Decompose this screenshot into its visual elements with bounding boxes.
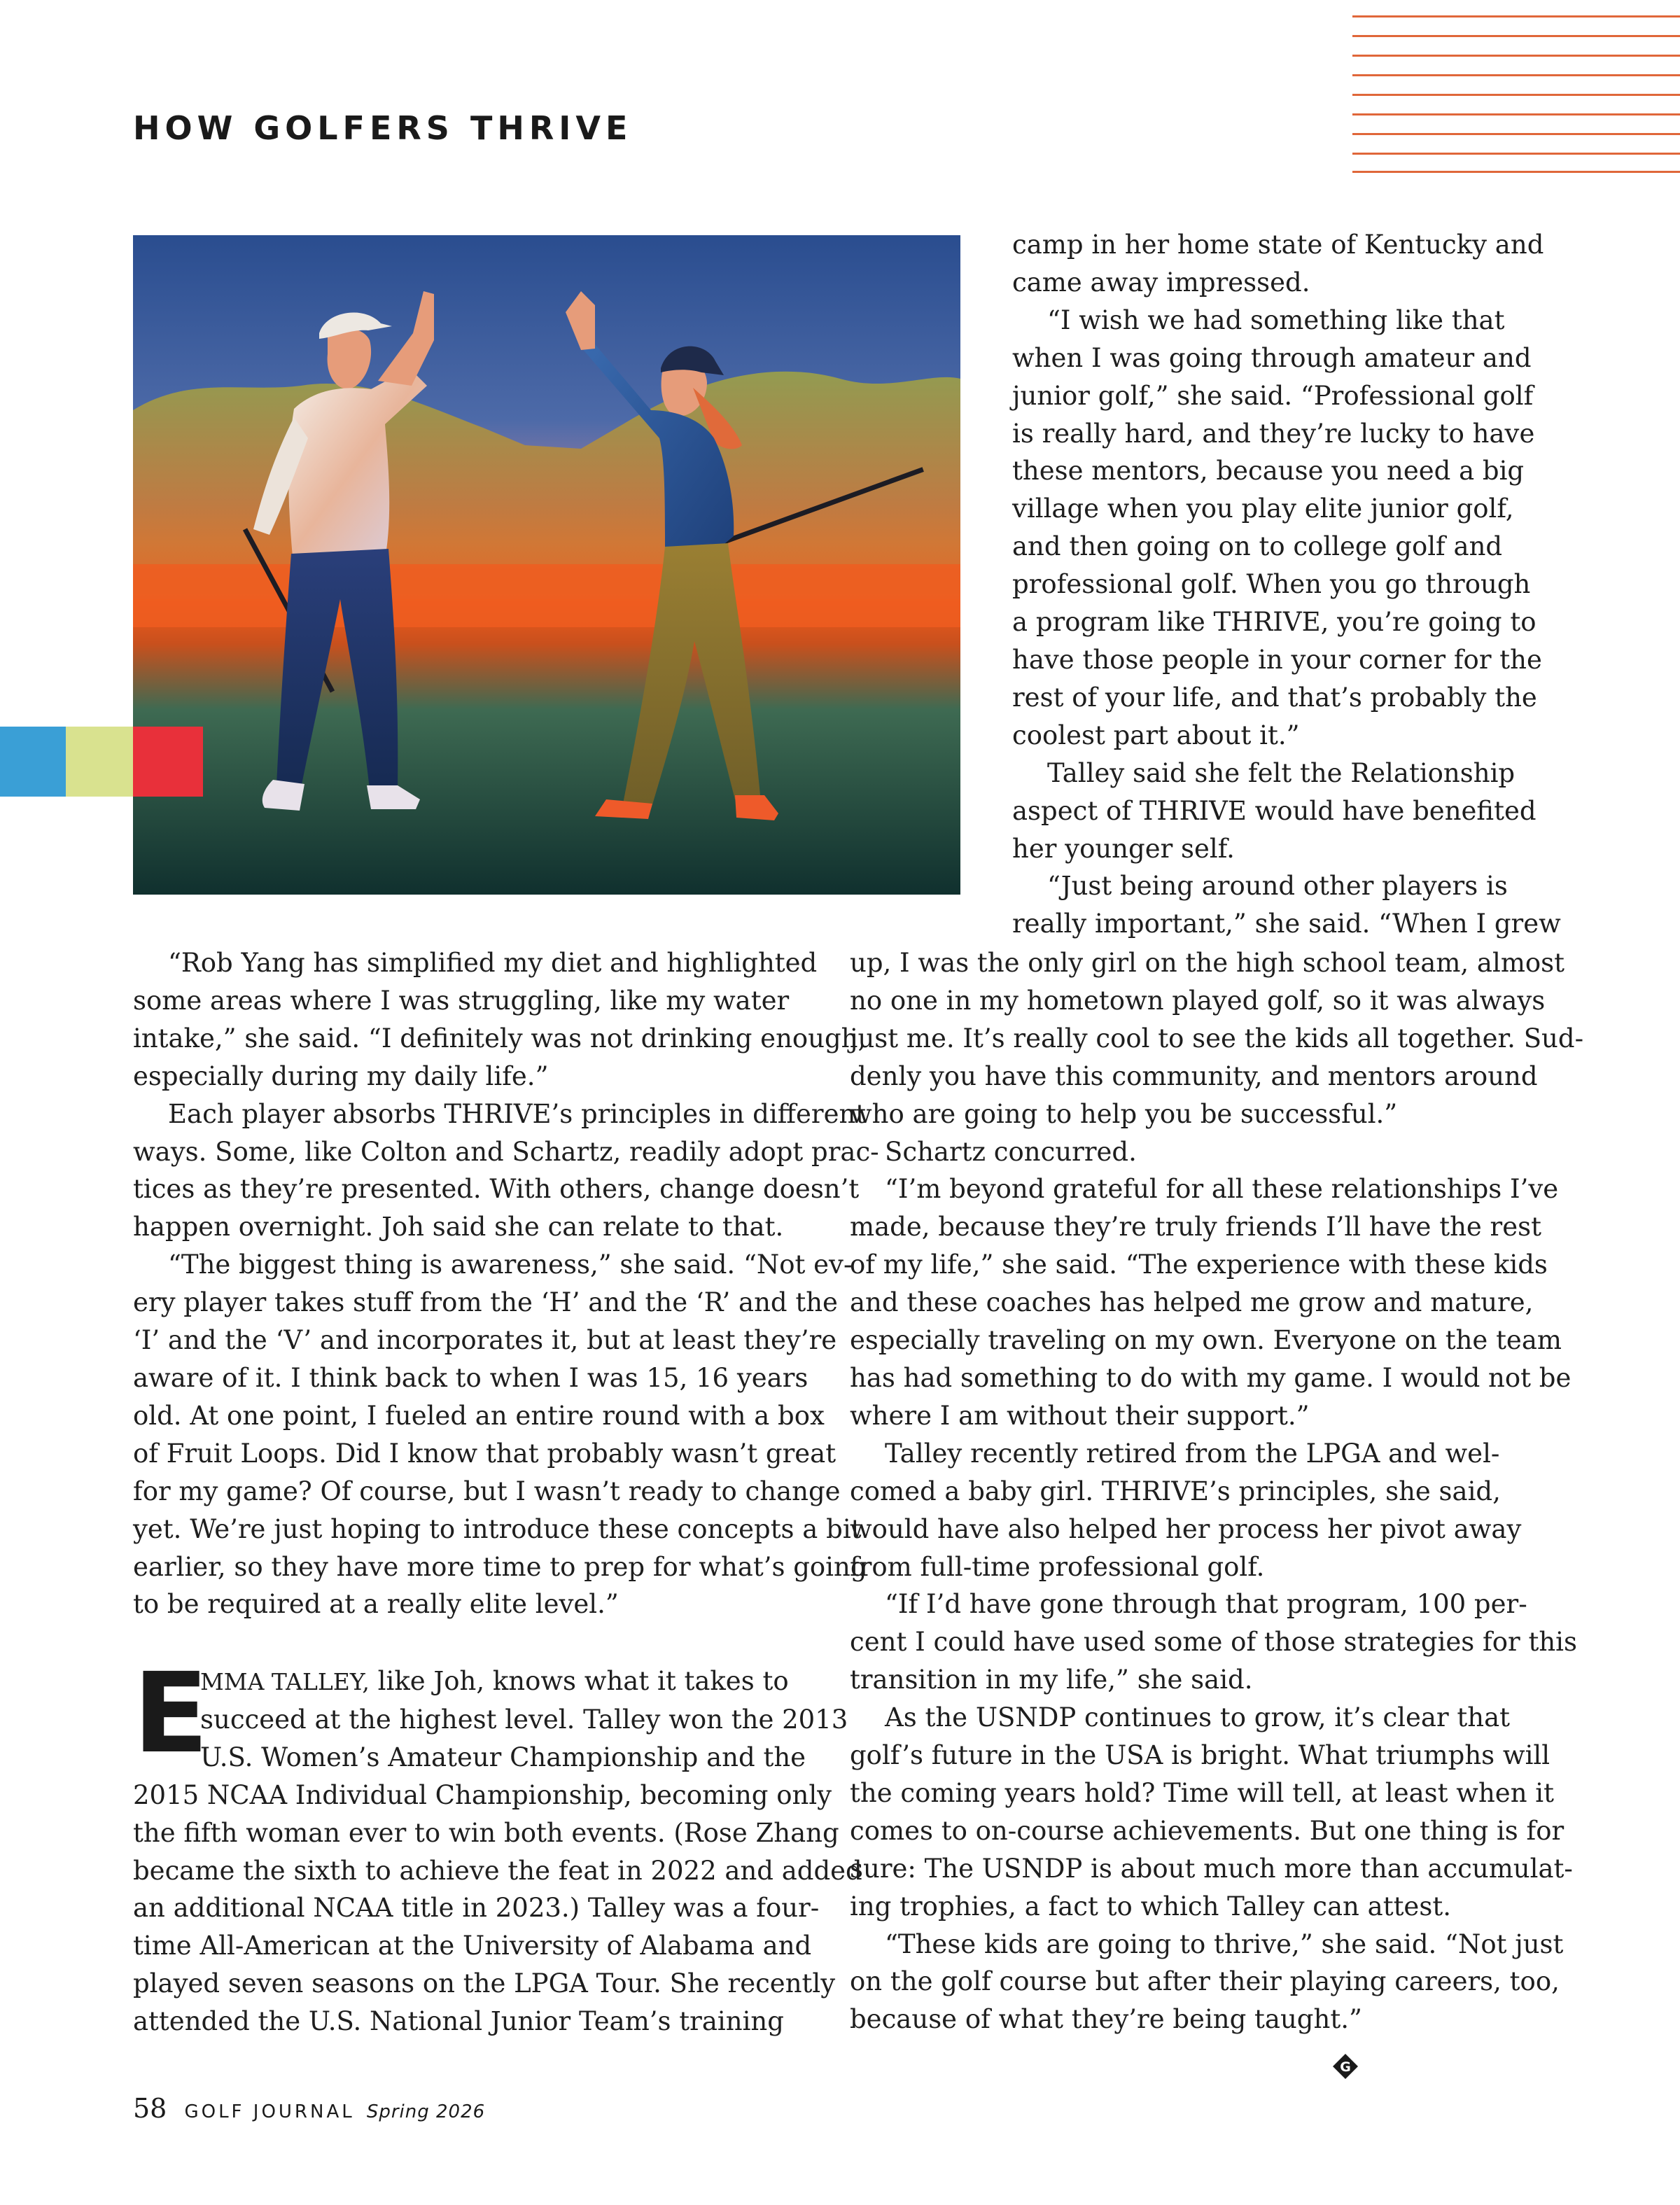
text-line: especially during my daily life.”: [133, 1060, 549, 1091]
blue-color-swatch: [0, 727, 66, 797]
dropcap-short-line: succeed at the highest level. Talley won the 2013: [200, 1704, 848, 1735]
text-line: a program like THRIVE, you’re going to: [1012, 607, 1536, 638]
text-line: village when you play elite junior golf,: [1012, 493, 1514, 524]
text-line: time All-American at the University of Alabama and: [133, 1931, 812, 1961]
first-line-text: like Joh, knows what it takes to: [369, 1666, 789, 1696]
golfers-high-five-illustration: [133, 235, 960, 895]
text-line: just me. It’s really cool to see the kids all together. Sud-: [850, 1023, 1584, 1054]
red-color-swatch: [133, 727, 203, 797]
text-line: the coming years hold? Time will tell, at least when it: [850, 1777, 1554, 1808]
text-line: Talley recently retired from the LPGA and wel-: [885, 1438, 1500, 1469]
text-line: yet. We’re just hoping to introduce these concepts a bit: [133, 1513, 862, 1544]
smallcaps-name: MMA TALLEY,: [200, 1668, 370, 1695]
text-line: tices as they’re presented. With others, change doesn’t: [133, 1174, 860, 1205]
text-line: professional golf. When you go through: [1012, 569, 1531, 600]
text-line: made, because they’re truly friends I’ll have the rest: [850, 1212, 1541, 1242]
text-line: “I’m beyond grateful for all these relationships I’ve: [885, 1174, 1559, 1205]
text-line: became the sixth to achieve the feat in 2022 and added: [133, 1855, 862, 1886]
text-line: of my life,” she said. “The experience with these kids: [850, 1250, 1548, 1280]
text-line: earlier, so they have more time to prep for what’s going: [133, 1551, 867, 1582]
text-line: denly you have this community, and mentors around: [850, 1060, 1538, 1091]
text-line: for my game? Of course, but I wasn’t ready to change: [133, 1476, 841, 1506]
green-color-swatch: [66, 727, 133, 797]
text-line: “Just being around other players is: [1047, 871, 1508, 902]
text-line: is really hard, and they’re lucky to have: [1012, 418, 1535, 449]
page-footer: [133, 2093, 485, 2124]
dropcap-letter: E: [133, 1649, 209, 1778]
text-line: golf’s future in the USA is bright. What triumphs will: [850, 1740, 1550, 1771]
text-line: on the golf course but after their playing careers, too,: [850, 1966, 1560, 1997]
text-line: comed a baby girl. THRIVE’s principles, she said,: [850, 1476, 1501, 1506]
text-line: ‘I’ and the ‘V’ and incorporates it, but at least they’re: [133, 1325, 837, 1356]
text-line: ing trophies, a fact to which Talley can attest.: [850, 1891, 1451, 1921]
talley-intro-section: [133, 1649, 862, 2040]
text-line: “If I’d have gone through that program, 100 per-: [885, 1589, 1527, 1620]
left-column: [133, 944, 879, 1623]
text-line: would have also helped her process her pivot away: [850, 1513, 1522, 1544]
text-line: an additional NCAA title in 2023.) Talley was a four-: [133, 1893, 820, 1924]
text-line: “These kids are going to thrive,” she said. “Not just: [885, 1928, 1564, 1959]
text-line: 2015 NCAA Individual Championship, becoming only: [133, 1779, 832, 1810]
text-line: when I was going through amateur and: [1012, 342, 1532, 373]
text-line: and then going on to college golf and: [1012, 531, 1503, 562]
text-line: played seven seasons on the LPGA Tour. She recently: [133, 1968, 836, 1999]
text-line: where I am without their support.”: [850, 1400, 1310, 1431]
text-line: these mentors, because you need a big: [1012, 456, 1525, 486]
text-line: “The biggest thing is awareness,” she said. “Not ev-: [168, 1250, 853, 1280]
text-line: came away impressed.: [1012, 267, 1310, 298]
dropcap-short-line: U.S. Women’s Amateur Championship and the: [200, 1742, 806, 1772]
text-line: Each player absorbs THRIVE’s principles in different: [168, 1098, 867, 1129]
text-line: camp in her home state of Kentucky and: [1012, 230, 1544, 260]
text-line: to be required at a really elite level.”: [133, 1589, 619, 1620]
text-line: her younger self.: [1012, 833, 1235, 864]
text-line: ery player takes stuff from the ‘H’ and the ‘R’ and the: [133, 1287, 838, 1318]
text-line: As the USNDP continues to grow, it’s clear that: [885, 1702, 1511, 1733]
text-line: up, I was the only girl on the high school team, almost: [850, 948, 1565, 978]
dropcap-paragraph: [133, 1649, 862, 2040]
text-line: comes to on-course achievements. But one thing is for: [850, 1815, 1564, 1846]
text-line: the fifth woman ever to win both events. (Rose Zhang: [133, 1817, 839, 1848]
text-line: “I wish we had something like that: [1047, 304, 1505, 335]
text-line: coolest part about it.”: [1012, 720, 1300, 750]
text-line: transition in my life,” she said.: [850, 1665, 1253, 1695]
text-line: Talley said she felt the Relationship: [1047, 757, 1516, 788]
text-line: ways. Some, like Colton and Schartz, readily adopt prac-: [133, 1136, 879, 1167]
text-line: because of what they’re being taught.”: [850, 2004, 1362, 2035]
text-line: Schartz concurred.: [885, 1136, 1137, 1167]
text-line: old. At one point, I fueled an entire round with a box: [133, 1400, 825, 1431]
text-line: and these coaches has helped me grow and mature,: [850, 1287, 1534, 1318]
text-line: have those people in your corner for the: [1012, 644, 1542, 675]
text-line: no one in my hometown played golf, so it was always: [850, 985, 1546, 1016]
golf-journal-end-mark-icon: [1331, 2052, 1359, 2080]
text-line: intake,” she said. “I definitely was not drinking enough,: [133, 1023, 867, 1054]
text-line: happen overnight. Joh said she can relate to that.: [133, 1212, 784, 1242]
right-column-top: [1012, 226, 1561, 943]
text-line: from full-time professional golf.: [850, 1551, 1265, 1582]
text-line: sure: The USNDP is about much more than accumulat-: [850, 1853, 1573, 1884]
text-line: cent I could have used some of those strategies for this: [850, 1627, 1577, 1658]
decorative-stripes: [1352, 15, 1680, 174]
magazine-name: GOLF JOURNAL: [184, 2101, 355, 2122]
issue-date: Spring 2026: [366, 2101, 486, 2122]
dropcap-first-line: [133, 1662, 862, 1701]
text-line: attended the U.S. National Junior Team’s training: [133, 2006, 784, 2037]
text-line: especially traveling on my own. Everyone on the team: [850, 1325, 1562, 1356]
text-line: really important,” she said. “When I grew: [1012, 909, 1561, 939]
page-number: 58: [133, 2093, 167, 2124]
text-line: junior golf,” she said. “Professional golf: [1012, 380, 1534, 411]
end-mark-letter: G: [1340, 2059, 1351, 2075]
text-line: who are going to help you be successful.”: [850, 1098, 1398, 1129]
text-line: has had something to do with my game. I would not be: [850, 1362, 1572, 1393]
text-line: “Rob Yang has simplified my diet and highlighted: [168, 948, 818, 978]
text-line: aspect of THRIVE would have benefited: [1012, 795, 1536, 826]
text-line: aware of it. I think back to when I was 15, 16 years: [133, 1362, 808, 1393]
right-column-bottom: [850, 944, 1583, 2038]
text-line: some areas where I was struggling, like my water: [133, 985, 790, 1016]
section-header: HOW GOLFERS THRIVE: [133, 109, 633, 147]
text-line: rest of your life, and that’s probably the: [1012, 682, 1537, 713]
text-line: of Fruit Loops. Did I know that probably wasn’t great: [133, 1438, 836, 1469]
